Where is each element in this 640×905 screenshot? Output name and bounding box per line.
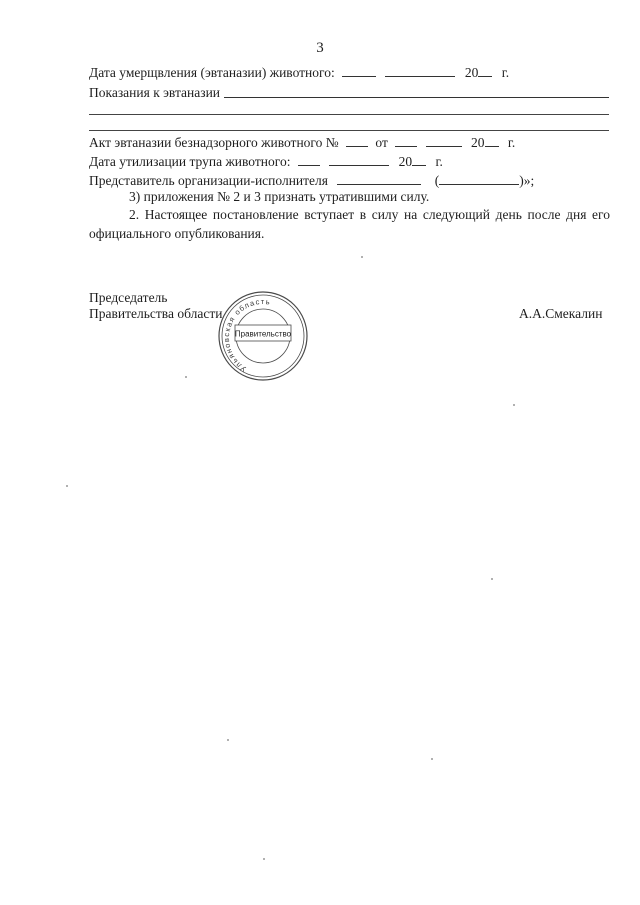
scan-speck [361, 256, 363, 258]
paragraph-item-3: 3) приложения № 2 и 3 признать утратившими силу. [129, 189, 430, 204]
scan-speck [66, 485, 68, 487]
disposal-year-prefix: 20 [398, 154, 413, 169]
euthanasia-date-line [89, 64, 509, 81]
indications-line [89, 85, 609, 101]
representative-open-paren: ( [434, 173, 440, 188]
month-blank [385, 64, 455, 77]
representative-name-blank [439, 172, 519, 185]
act-month-blank [426, 134, 462, 147]
act-day-blank [395, 134, 417, 147]
signature-title-line1: Председатель [89, 290, 168, 305]
day-blank [342, 64, 376, 77]
disposal-year-suffix: г. [435, 154, 443, 169]
paragraph-item-2: 2. Настоящее постановление вступает в силу на следующий день после дня его официального опубликования. [89, 207, 610, 241]
act-number-blank [346, 134, 368, 147]
scan-speck [491, 578, 493, 580]
act-year-prefix: 20 [471, 135, 485, 150]
indications-label: Показания к эвтаназии [89, 85, 221, 100]
signature-title-line2: Правительства области [89, 306, 223, 321]
year-blank [478, 64, 492, 77]
page-number: 3 [316, 40, 324, 56]
official-stamp [209, 290, 317, 382]
act-line [89, 134, 515, 151]
blank-rule-2 [89, 130, 609, 131]
scan-speck [513, 404, 515, 406]
stamp-ring-text: Ульяновская область [221, 296, 272, 374]
act-year-suffix: г. [507, 135, 516, 150]
scan-speck [263, 858, 265, 860]
scan-speck [227, 739, 229, 741]
disposal-date-line [89, 153, 443, 170]
representative-sign-blank [337, 172, 421, 185]
year-suffix: г. [501, 65, 510, 80]
disposal-day-blank [298, 153, 320, 166]
act-label: Акт эвтаназии безнадзорного животного № [89, 135, 339, 150]
blank-rule-1 [89, 114, 609, 115]
representative-label: Представитель организации-исполнителя [89, 173, 328, 188]
signatory-name: А.А.Смекалин [519, 306, 603, 321]
scan-speck [185, 376, 187, 378]
disposal-month-blank [329, 153, 389, 166]
disposal-year-blank [412, 153, 426, 166]
act-from-label: от [375, 135, 388, 150]
indications-blank [224, 85, 609, 98]
act-year-blank [485, 134, 499, 147]
representative-close-paren: )»; [519, 173, 535, 188]
year-prefix: 20 [464, 65, 479, 80]
disposal-date-label: Дата утилизации трупа животного: [89, 154, 291, 169]
euthanasia-date-label: Дата умерщвления (эвтаназии) животного: [89, 65, 335, 80]
stamp-center-text: Правительство [234, 329, 292, 339]
scan-speck [431, 758, 433, 760]
